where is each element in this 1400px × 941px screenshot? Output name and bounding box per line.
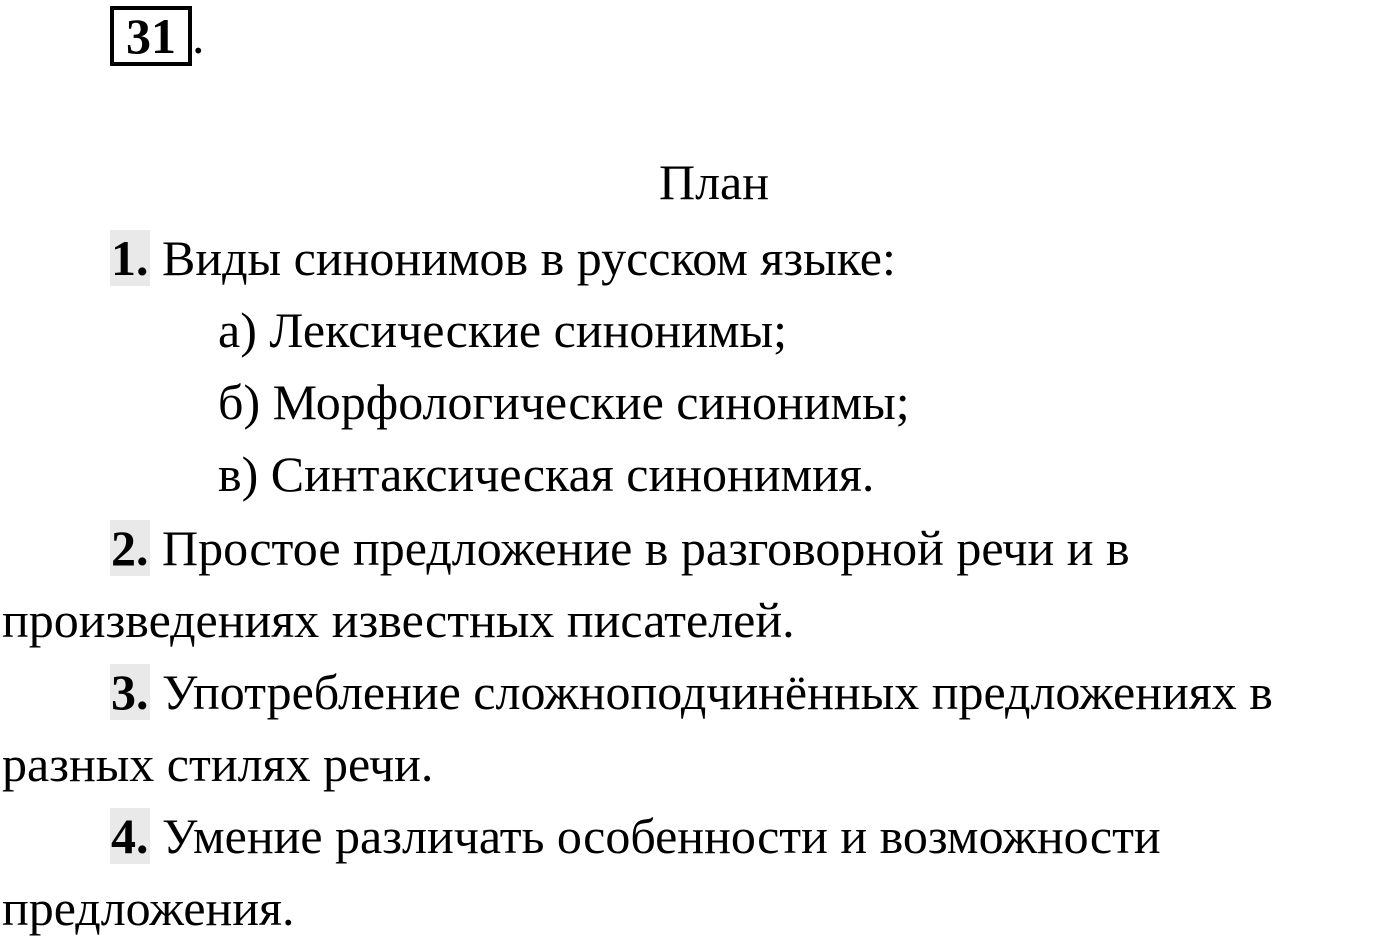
plan-subitem-a: а) Лексические синонимы; (218, 302, 787, 358)
plan-item-4-continuation: предложения. (2, 880, 295, 936)
plan-title: План (658, 154, 769, 210)
plan-item-text: Употребление сложноподчинённых предложениях в (149, 664, 1273, 720)
plan-item-3-continuation: разных стилях речи. (2, 736, 434, 792)
plan-item-text: Виды синонимов в русском языке: (149, 230, 896, 286)
plan-item-number: 2. (111, 520, 149, 576)
exercise-number (110, 6, 205, 66)
plan-subitem-b: б) Морфологические синонимы; (218, 374, 910, 430)
plan-item-text: Простое предложение в разговорной речи и в (149, 520, 1130, 576)
exercise-number-dot: . (192, 8, 205, 64)
plan-item-1 (110, 228, 896, 288)
plan-item-4 (110, 806, 1161, 866)
exercise-number-text: 31 (126, 8, 176, 64)
plan-item-number: 3. (111, 664, 149, 720)
plan-item-text: Умение различать особенности и возможности (149, 808, 1161, 864)
plan-item-number: 1. (111, 230, 149, 286)
plan-subitem-c: в) Синтаксическая синонимия. (218, 446, 875, 502)
plan-item-number: 4. (111, 808, 149, 864)
plan-item-3 (110, 662, 1273, 722)
plan-item-2-continuation: произведениях известных писателей. (2, 592, 795, 648)
plan-item-2 (110, 518, 1130, 578)
exercise-number-box (110, 6, 192, 66)
